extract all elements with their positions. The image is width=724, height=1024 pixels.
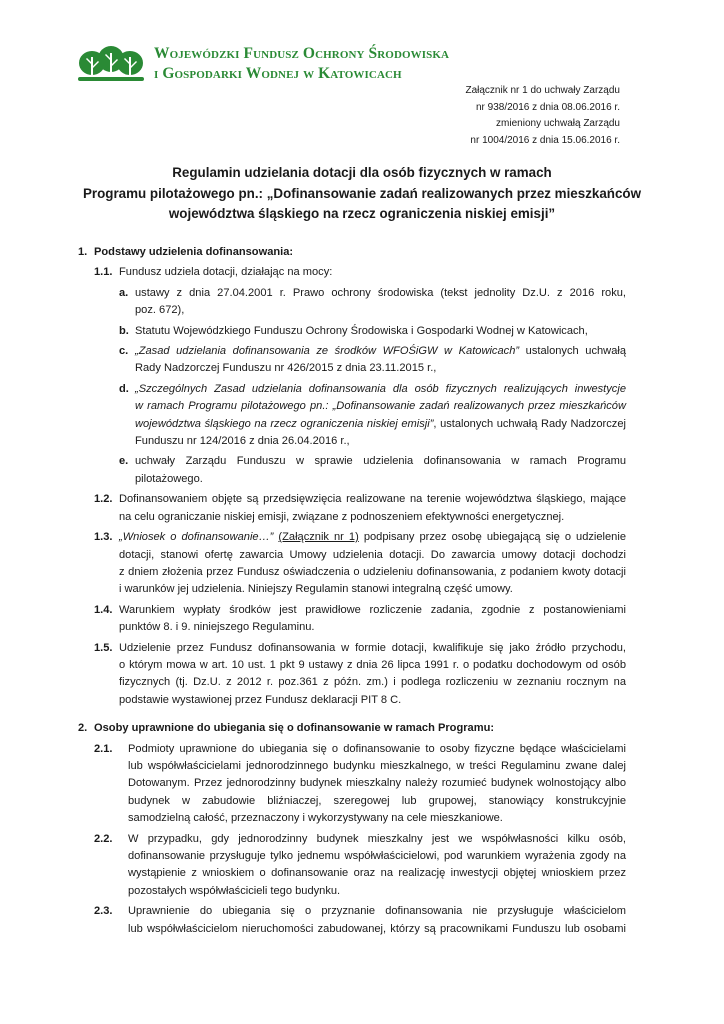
list-item-b [119,323,626,340]
list-item-d [119,381,626,451]
text-span: , ustalonych uchwałą Rady Nadzorczej [433,417,626,430]
organization-name [154,44,449,84]
title-line: Regulamin udzielania dotacji dla osób fizycznych w ramach [172,165,552,180]
clause-number: 2.2. [94,832,113,845]
cited-document: „Wniosek o dofinansowanie…” [119,531,274,544]
clause-line: dofinansowanie przysługuje tylko jednemu współwłaścicielowi, pod warunkiem wyrażenia zgody na [128,850,626,862]
annex-line: nr 938/2016 z dnia 08.06.2016 r. [475,101,620,113]
title-line: województwa śląskiego na rzecz ograniczenia niskiej emisji” [168,206,556,221]
organization-logo [76,40,450,88]
list-letter: e. [119,455,129,468]
list-item-line: Funduszu nr 124/2016 z dnia 26.04.2016 r., [135,435,350,448]
list-item-line [135,416,626,433]
clause-number: 1.4. [94,603,113,616]
title-line: Programu pilotażowego pn.: „Dofinansowanie zadań realizowanych przez mieszkańców [82,185,642,201]
list-letter: c. [119,345,129,358]
organization-name-line2: i Gospodarki Wodnej w Katowicach [154,65,402,82]
clause-line: fizycznych (tj. Dz.U. z 2012 r. poz.361 z późn. zm.) i podlega rozliczeniu w zeznaniu rocznym na [119,676,626,689]
clause-line: lub współwłaścicielom nieruchomości zabudowanej, którzy są pracownikami Funduszu lub osobami [128,922,626,935]
clause-1-4 [94,602,626,637]
list-item-e [119,453,626,488]
document-body [0,244,724,938]
annex-link[interactable]: (Załącznik nr 1) [278,531,359,544]
list-item-line: „Szczególnych Zasad udzielania dofinansowania dla osób fizycznych realizujących inwestycje [135,382,626,395]
annex-line: Załącznik nr 1 do uchwały Zarządu [465,85,620,96]
clause-number: 1.1. [94,266,113,279]
text-span: ustalonych uchwałą [519,345,626,358]
clause-line: pozostałych współwłaścicieli tego budynku. [128,884,341,897]
section-title: Osoby uprawnione do ubiegania się o dofinansowanie w ramach Programu: [94,722,495,735]
clause-line: lub współwłaścicielami jednorodzinnego budynku mieszkalnego, w treści Regulaminu zwane dalej [128,759,626,772]
clause-number: 2.1. [94,742,113,755]
clause-line: Dofinansowaniem objęte są przedsięwzięcia realizowane na terenie województwa śląskiego, mające [119,493,626,506]
clause-line: Uprawnienie do ubiegania się o przyznanie dofinansowania nie przysługuje właścicielom [128,905,626,918]
list-letter: b. [119,324,129,337]
clause-line: Udzielenie przez Fundusz dofinansowania w formie dotacji, kwalifikuje się jako źródło przychodu, [119,641,626,654]
clause-line: Podmioty uprawnione do ubiegania się o dofinansowanie to osoby fizyczne będące właścicielami [128,742,626,755]
clause-1-3 [94,529,626,599]
clause-line: punktów 8. i 9. niniejszego Regulaminu. [119,621,315,634]
clause-number: 1.3. [94,531,113,544]
document-title [60,163,664,225]
clause-2-1 [94,741,626,828]
clause-line: samodzielną całość, przeznaczony i wykorzystywany na cele mieszkaniowe. [128,812,503,825]
clause-1-5 [94,640,626,710]
section-title: Podstawy udzielenia dofinansowania: [94,246,294,258]
list-item-line: w ramach Programu pilotażowego pn.: „Dofinansowanie zadań realizowanych przez mieszkańców [135,400,626,413]
cited-document: województwa śląskiego na rzecz ograniczenia niskiej emisji” [135,417,434,430]
clause-line: wystąpienie z wnioskiem o dofinansowanie oraz na realizację inwestycji objętej wnioskiem przez [128,867,626,880]
clause-line: Warunkiem wypłaty środków jest prawidłowe rozliczenie zadania, zgodnie z postanowieniami [119,603,626,616]
clause-number: 2.3. [94,905,113,918]
list-item-line: Rady Nadzorczej Funduszu nr 426/2015 z dnia 23.11.2015 r., [135,362,437,375]
clause-2-2 [94,831,626,901]
list-letter: a. [119,286,129,299]
organization-name-line1: Wojewódzki Fundusz Ochrony Środowiska [154,45,450,62]
section-number: 2. [78,722,88,735]
cited-document: „Zasad udzielania dofinansowania ze środków WFOŚiGW w Katowicach” [135,345,520,358]
annex-note [465,83,620,149]
clause-2-3 [94,903,626,938]
annex-line: zmieniony uchwałą Zarządu [496,118,620,129]
list-item-line: pilotażowego. [135,472,203,485]
clause-text: Fundusz udziela dotacji, działając na mocy: [119,266,333,279]
clause-line: Dotowanym. Przez jednorodzinny budynek mieszkalny należy rozumieć budynek wolnostojący albo [128,777,626,790]
clause-line: budynek w zabudowie bliźniaczej, szeregowej lub grupowej, stanowiący konstrukcyjnie [128,794,626,807]
clause-line: dotacji, stanowi ofertę zawarcia Umowy udzielenia dotacji. Do zawarcia umowy dotacji dochodzi [119,548,626,561]
list-item-line: Statutu Wojewódzkiego Funduszu Ochrony Środowiska i Gospodarki Wodnej w Katowicach, [135,324,588,337]
list-item-line: ustawy z dnia 27.04.2001 r. Prawo ochrony środowiska (tekst jednolity Dz.U. z 2016 roku, [135,286,626,299]
clause-line: W przypadku, gdy jednorodzinny budynek mieszkalny jest we współwłasności kilku osób, [128,832,626,845]
section-number: 1. [78,246,88,258]
clause-number: 1.5. [94,641,113,654]
list-item-line [135,343,626,360]
wfosigw-trees-logo-icon [76,43,146,85]
section-heading [78,244,626,261]
clause-line: podstawie wystawionej przez Fundusz deklaracji PIT 8 C. [119,693,402,706]
clause-1-2 [94,491,626,526]
clause-1-1 [94,264,626,281]
list-item-a [119,285,626,320]
annex-line: nr 1004/2016 z dnia 15.06.2016 r. [470,134,620,146]
list-item-line: poz. 672), [135,304,185,317]
clause-line: na celu ograniczanie niskiej emisji, związane z podnoszeniem efektywności energetycznej. [119,510,565,523]
text-span: podpisany przez osobę ubiegającą się o udzielenie [358,531,626,544]
clause-number: 1.2. [94,493,113,506]
list-item-line: uchwały Zarządu Funduszu w sprawie udzielenia dofinansowania w ramach Programu [135,455,626,468]
section-heading [78,720,626,737]
clause-line: o którym mowa w art. 10 ust. 1 pkt 9 ustawy z dnia 26 lipca 1991 r. o podatku dochodowym od osób [119,658,626,671]
list-item-c [119,343,626,378]
clause-line: i warunków jej udzielenia. Niniejszy Regulamin stanowi integralną część umowy. [119,583,513,596]
clause-line [119,529,626,546]
list-letter: d. [119,382,129,395]
clause-line: z dniem złożenia przez Fundusz oświadczenia o udzieleniu dofinansowania, z podaniem kwoty dotacji [119,565,626,578]
